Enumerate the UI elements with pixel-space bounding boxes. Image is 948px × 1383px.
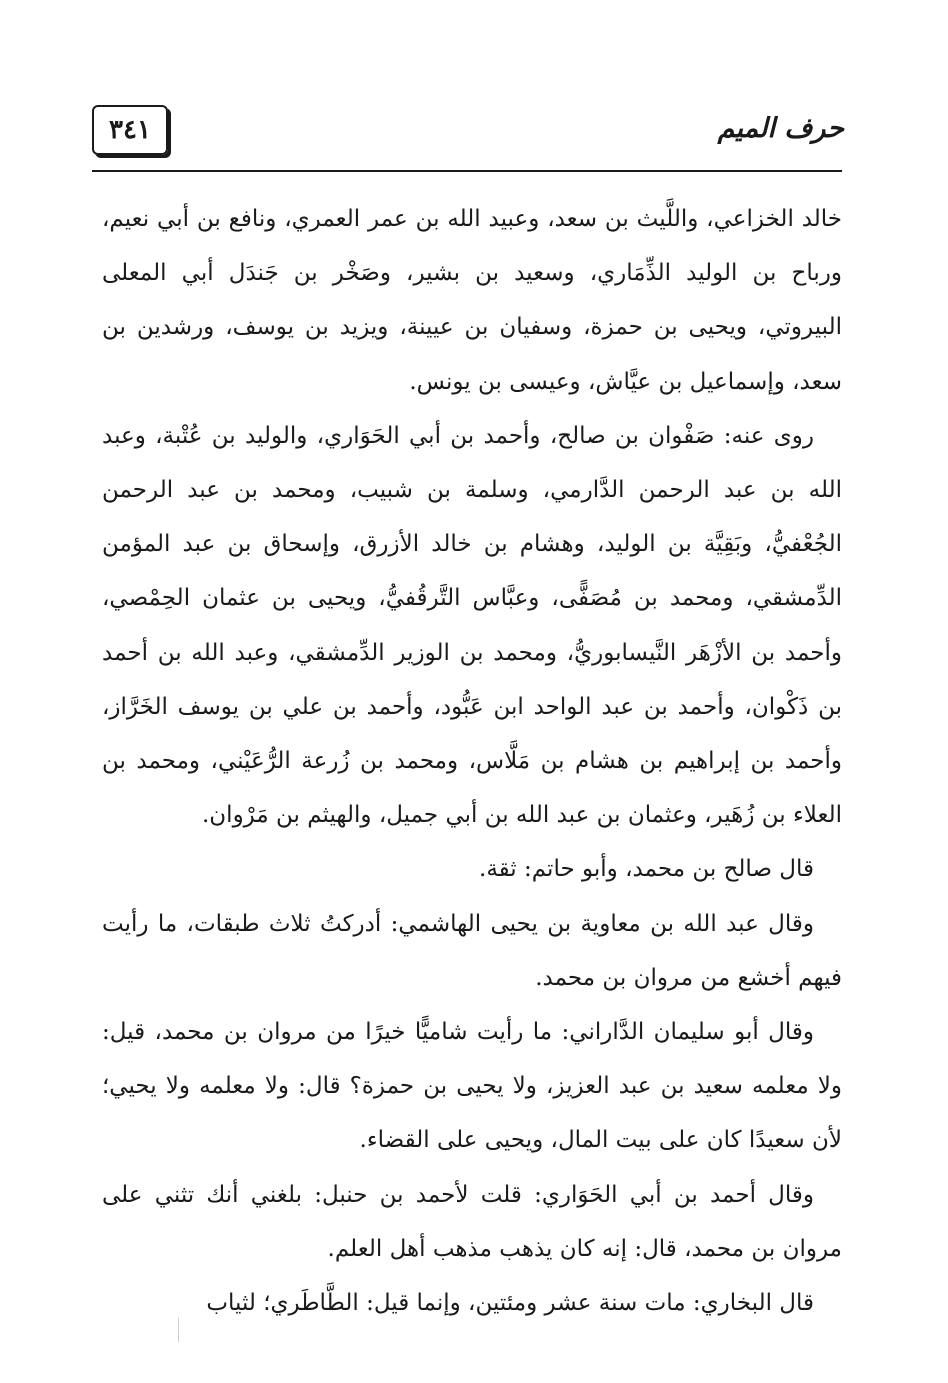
running-title: حرف الميم — [717, 113, 844, 144]
paragraph-saleh-abu-hatim: قال صالح بن محمد، وأبو حاتم: ثقة. — [479, 856, 814, 883]
header-rule — [92, 170, 842, 172]
page-body — [102, 192, 842, 1330]
paragraph-bukhari: قال البخاري: مات سنة عشر ومئتين، وإنما قيل: الطَّاطَري؛ لثياب — [206, 1290, 814, 1317]
page-header — [92, 105, 844, 165]
paragraph-darani: وقال أبو سليمان الدَّاراني: ما رأيت شاميًّا خيرًا من مروان بن محمد، قيل: ولا معلمه سعيد بن عبد العزيز، ولا يحيى بن حمزة؟ قال: ولا معلمه ولا يحيي؛ لأن سعيدًا كان على بيت المال، ويحيى على القضاء. — [102, 1019, 842, 1154]
paragraph-narrated-by: روى عنه: صَفْوان بن صالح، وأحمد بن أبي الحَوَاري، والوليد بن عُتْبة، وعبد الله بن عبد الرحمن الدَّارمي، وسلمة بن شبيب، ومحمد بن عبد الرحمن الجُعْفيُّ، وبَقِيَّة بن الوليد، وهشام بن خالد الأزرق، وإسحاق بن عبد المؤمن الدِّمشقي، ومحمد بن مُصَفًّى، وعبَّاس التَّرقُفيُّ، ويحيى بن عثمان الحِمْصي، وأحمد بن الأزْهَر النَّيسابوريُّ، ومحمد بن الوزير الدِّمشقي، وعبد الله بن أحمد بن ذَكْوان، وأحمد بن عبد الواحد ابن عَبُّود، وأحمد بن علي بن يوسف الخَرَّاز، وأحمد بن إبراهيم بن هشام بن مَلَّاس، ومحمد بن زُرعة الرُّعَيْني، ومحمد بن العلاء بن زُهَير، وعثمان بن عبد الله بن أبي جميل، والهيثم بن مَرْوان. — [102, 422, 842, 829]
page-number: ٣٤١ — [92, 105, 168, 155]
paragraph-narrators-from: خالد الخزاعي، واللَّيث بن سعد، وعبيد الله بن عمر العمري، ونافع بن أبي نعيم، ورباح بن الوليد الذِّمَاري، وسعيد بن بشير، وصَخْر بن جَندَل أبي المعلى البيروتي، ويحيى بن حمزة، وسفيان بن عيينة، ويزيد بن يوسف، ورشدين بن سعد، وإسماعيل بن عيَّاش، وعيسى بن يونس. — [102, 206, 842, 395]
margin-mark — [178, 1318, 179, 1342]
paragraph-hashimi: وقال عبد الله بن معاوية بن يحيى الهاشمي: أدركتُ ثلاث طبقات، ما رأيت فيهم أخشع من مروان بن محمد. — [102, 910, 842, 991]
paragraph-ahmad-hawari: وقال أحمد بن أبي الحَوَاري: قلت لأحمد بن حنبل: بلغني أنك تثني على مروان بن محمد، قال: إنه كان يذهب مذهب أهل العلم. — [102, 1181, 842, 1262]
